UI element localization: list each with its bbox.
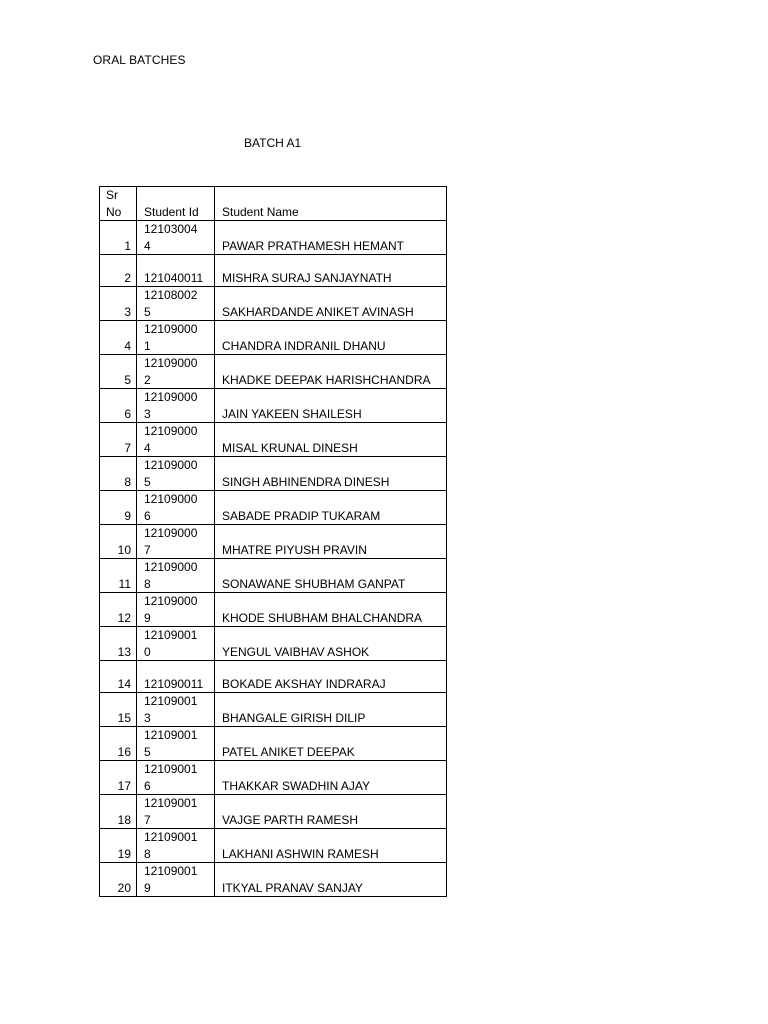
table-row [100, 795, 447, 829]
sr-no-cell: 15 [100, 693, 137, 727]
sr-no-cell: 18 [100, 795, 137, 829]
table-row [100, 661, 447, 693]
student-id-value: 121090008 [144, 560, 198, 591]
table-row [100, 693, 447, 727]
sr-no-cell: 17 [100, 761, 137, 795]
student-id-value: 121090003 [144, 390, 198, 421]
student-id-cell [137, 287, 215, 321]
document-title: ORAL BATCHES [93, 53, 186, 67]
student-name-cell: YENGUL VAIBHAV ASHOK [215, 627, 447, 661]
student-name-cell: ITKYAL PRANAV SANJAY [215, 863, 447, 897]
student-name-cell: SONAWANE SHUBHAM GANPAT [215, 559, 447, 593]
student-id-value: 121090018 [144, 830, 198, 861]
table-row [100, 321, 447, 355]
table-header-row [100, 187, 447, 221]
batch-table-body [100, 187, 447, 897]
student-id-value: 121090016 [144, 762, 198, 793]
sr-no-cell: 7 [100, 423, 137, 457]
student-name-cell: KHODE SHUBHAM BHALCHANDRA [215, 593, 447, 627]
student-name-cell: MISAL KRUNAL DINESH [215, 423, 447, 457]
student-id-value: 121090004 [144, 424, 198, 455]
sr-no-cell: 3 [100, 287, 137, 321]
student-id-value: 121030044 [144, 222, 198, 253]
student-name-cell: KHADKE DEEPAK HARISHCHANDRA [215, 355, 447, 389]
student-id-value: 121090015 [144, 728, 198, 759]
student-id-cell [137, 727, 215, 761]
student-id-cell [137, 491, 215, 525]
table-row [100, 863, 447, 897]
student-name-cell: PAWAR PRATHAMESH HEMANT [215, 221, 447, 255]
student-id-value: 121090006 [144, 492, 198, 523]
student-id-value: 121090009 [144, 594, 198, 625]
student-name-cell: BHANGALE GIRISH DILIP [215, 693, 447, 727]
student-id-cell [137, 457, 215, 491]
sr-no-cell: 19 [100, 829, 137, 863]
sr-no-cell: 1 [100, 221, 137, 255]
student-id-cell [137, 525, 215, 559]
student-id-cell [137, 863, 215, 897]
student-id-cell [137, 627, 215, 661]
student-id-cell [137, 255, 215, 287]
batch-table [99, 186, 447, 897]
sr-no-cell: 8 [100, 457, 137, 491]
sr-no-cell: 6 [100, 389, 137, 423]
student-name-cell: BOKADE AKSHAY INDRARAJ [215, 661, 447, 693]
student-id-value: 121090007 [144, 526, 198, 557]
table-row [100, 355, 447, 389]
student-id-cell [137, 593, 215, 627]
student-id-cell [137, 559, 215, 593]
sr-no-cell: 14 [100, 661, 137, 693]
student-id-value: 121090011 [144, 676, 204, 691]
table-row [100, 491, 447, 525]
header-student-id: Student Id [137, 187, 215, 221]
table-row [100, 389, 447, 423]
student-id-value: 121090002 [144, 356, 198, 387]
table-row [100, 593, 447, 627]
student-name-cell: THAKKAR SWADHIN AJAY [215, 761, 447, 795]
sr-no-cell: 20 [100, 863, 137, 897]
student-id-value: 121090017 [144, 796, 198, 827]
header-sr-no-label: Sr No [106, 188, 122, 219]
student-id-value: 121090010 [144, 628, 198, 659]
student-id-value: 121090019 [144, 864, 198, 895]
table-row [100, 761, 447, 795]
table-row [100, 727, 447, 761]
header-sr-no [100, 187, 137, 221]
table-row [100, 559, 447, 593]
student-name-cell: CHANDRA INDRANIL DHANU [215, 321, 447, 355]
student-id-value: 121090005 [144, 458, 198, 489]
table-row [100, 221, 447, 255]
student-id-cell [137, 355, 215, 389]
student-name-cell: SAKHARDANDE ANIKET AVINASH [215, 287, 447, 321]
sr-no-cell: 13 [100, 627, 137, 661]
student-id-cell [137, 795, 215, 829]
sr-no-cell: 4 [100, 321, 137, 355]
student-id-cell [137, 661, 215, 693]
sr-no-cell: 11 [100, 559, 137, 593]
student-name-cell: SINGH ABHINENDRA DINESH [215, 457, 447, 491]
student-id-value: 121040011 [144, 270, 204, 285]
student-id-value: 121080025 [144, 288, 198, 319]
student-id-cell [137, 389, 215, 423]
sr-no-cell: 5 [100, 355, 137, 389]
table-row [100, 457, 447, 491]
student-id-cell [137, 221, 215, 255]
batch-title: BATCH A1 [244, 136, 302, 150]
student-id-value: 121090013 [144, 694, 198, 725]
student-name-cell: VAJGE PARTH RAMESH [215, 795, 447, 829]
student-name-cell: MISHRA SURAJ SANJAYNATH [215, 255, 447, 287]
student-id-cell [137, 761, 215, 795]
student-name-cell: PATEL ANIKET DEEPAK [215, 727, 447, 761]
table-row [100, 255, 447, 287]
table-row [100, 525, 447, 559]
sr-no-cell: 16 [100, 727, 137, 761]
student-id-value: 121090001 [144, 322, 198, 353]
student-id-cell [137, 423, 215, 457]
sr-no-cell: 9 [100, 491, 137, 525]
student-name-cell: SABADE PRADIP TUKARAM [215, 491, 447, 525]
student-id-cell [137, 693, 215, 727]
sr-no-cell: 2 [100, 255, 137, 287]
sr-no-cell: 10 [100, 525, 137, 559]
student-name-cell: LAKHANI ASHWIN RAMESH [215, 829, 447, 863]
table-row [100, 627, 447, 661]
table-row [100, 423, 447, 457]
table-row [100, 829, 447, 863]
table-row [100, 287, 447, 321]
sr-no-cell: 12 [100, 593, 137, 627]
student-id-cell [137, 321, 215, 355]
header-student-name: Student Name [215, 187, 447, 221]
student-name-cell: MHATRE PIYUSH PRAVIN [215, 525, 447, 559]
student-name-cell: JAIN YAKEEN SHAILESH [215, 389, 447, 423]
student-id-cell [137, 829, 215, 863]
